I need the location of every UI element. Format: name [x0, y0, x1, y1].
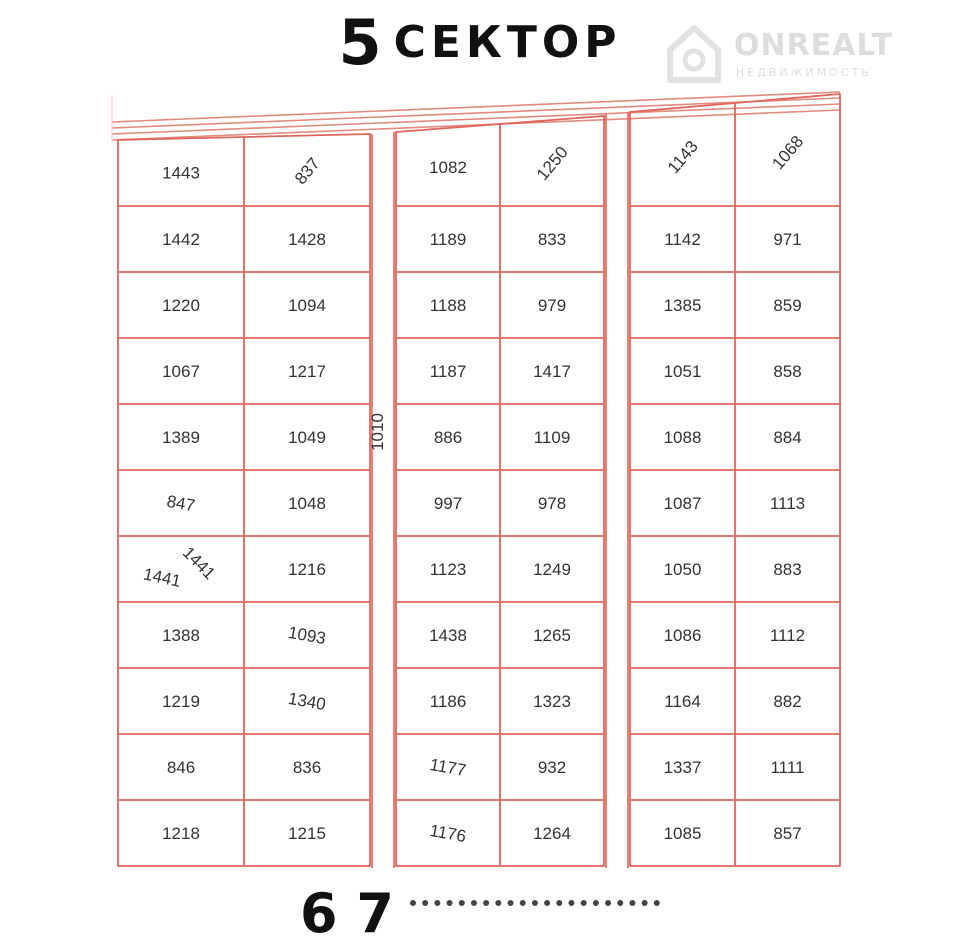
plot-label: 884 [773, 428, 802, 447]
plot-label: 1388 [162, 626, 200, 645]
plot-label: 1087 [663, 494, 702, 513]
plot-label: 1385 [663, 296, 702, 315]
watermark-name: ONREALT [734, 28, 894, 63]
plot-label: 1085 [663, 824, 702, 843]
plot-label: 837 [290, 154, 324, 189]
next-sector-title: 6 7 [300, 882, 394, 945]
plots-layer [118, 94, 840, 866]
block-2 [396, 116, 604, 866]
plot-label: 1067 [162, 362, 200, 381]
plot-label: 1048 [288, 494, 326, 513]
plot-label: 1250 [532, 142, 572, 184]
plot-label: 1143 [663, 136, 702, 178]
plot-label: 1443 [162, 163, 200, 183]
plot-label: 978 [537, 494, 567, 513]
plot-label: 1441 [178, 543, 219, 584]
plot-label: 1093 [286, 622, 328, 649]
plot-label: 1340 [286, 688, 328, 715]
plot-label: 1088 [663, 428, 702, 447]
sector-number: 5 [338, 6, 382, 79]
plot-label: 1249 [533, 560, 571, 579]
plot-label: 997 [433, 494, 463, 513]
plot-label: 1113 [769, 494, 806, 513]
next-sector-word-cut [410, 900, 660, 920]
plot-label: 1123 [429, 560, 467, 579]
plot-label: 1218 [162, 824, 200, 843]
block-3 [630, 94, 840, 866]
plot-label: 859 [773, 296, 802, 315]
plot-label: 971 [773, 230, 802, 249]
plot-label: 1049 [288, 428, 326, 447]
plot-label: 886 [433, 428, 463, 447]
plot-label: 847 [165, 491, 197, 516]
plot-label: 1428 [288, 230, 326, 249]
plot-label: 1051 [663, 362, 702, 381]
plot-label: 1177 [428, 754, 468, 781]
plot-label: 883 [773, 560, 802, 579]
plot-label: 1142 [664, 230, 701, 249]
plot-label: 833 [537, 230, 567, 249]
plot-label: 1189 [429, 230, 467, 249]
plot-label: 1216 [288, 560, 326, 579]
plot-label: 1264 [533, 824, 571, 843]
plot-label: 882 [773, 692, 802, 711]
sector-word: СЕКТОР [393, 17, 622, 68]
plot-label: 1186 [429, 692, 467, 711]
block-1 [118, 134, 370, 866]
plot-label: 1219 [162, 692, 200, 711]
plot-label: 1111 [770, 758, 805, 777]
plot-label: 1094 [288, 296, 326, 315]
plot-label: 979 [537, 296, 567, 315]
plot-label: 1217 [288, 362, 326, 381]
plot-label: 1112 [769, 626, 806, 645]
plot-label: 1442 [162, 230, 200, 249]
plot-label: 1337 [663, 758, 702, 777]
plot-label: 858 [773, 362, 802, 381]
plot-label: 1176 [428, 820, 468, 847]
plot-label: 932 [537, 758, 567, 777]
plot-label: 1417 [533, 362, 571, 381]
plot-label: 1068 [768, 131, 808, 174]
plot-label: 1215 [288, 824, 326, 843]
plot-label: 1389 [162, 428, 200, 447]
plot-label: 846 [166, 758, 196, 777]
plot-label: 1187 [429, 362, 467, 381]
plot-label: 1438 [429, 626, 467, 645]
plot-label: 1109 [533, 428, 571, 447]
plot-label: 1441 [141, 564, 183, 591]
plot-label: 1323 [533, 692, 571, 711]
plot-label: 1265 [533, 626, 571, 645]
plot-label: 1050 [663, 560, 702, 579]
plot-label: 857 [773, 824, 802, 843]
top-road [112, 92, 840, 142]
plot-label: 1188 [429, 296, 467, 315]
plot-label: 1086 [663, 626, 702, 645]
plot-label: 1164 [664, 692, 701, 711]
road-label: 1010 [368, 413, 387, 451]
plot-label: 1082 [429, 158, 467, 177]
plot-label: 1220 [162, 296, 200, 315]
plot-label: 836 [292, 758, 322, 777]
watermark-tagline: НЕДВИЖИМОСТЬ [736, 66, 872, 79]
